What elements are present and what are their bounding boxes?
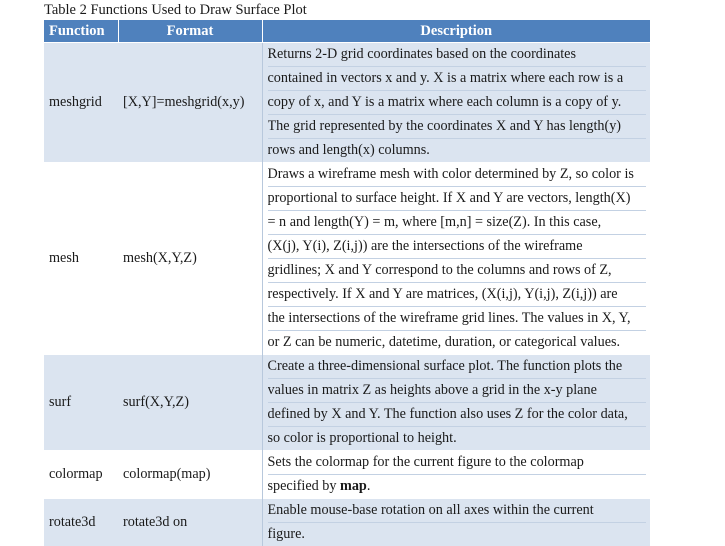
description-line: The grid represented by the coordinates X and Y has length(y) bbox=[268, 115, 647, 139]
table-row bbox=[44, 163, 650, 355]
description-line: so color is proportional to height. bbox=[268, 427, 647, 450]
table-row bbox=[44, 43, 650, 163]
description-line: contained in vectors x and y. X is a matrix where each row is a bbox=[268, 67, 647, 91]
function-cell: meshgrid bbox=[44, 43, 118, 163]
description-line: Sets the colormap for the current figure to the colormap bbox=[268, 451, 647, 475]
description-line: Returns 2-D grid coordinates based on the coordinates bbox=[268, 43, 647, 67]
table-row bbox=[44, 355, 650, 451]
description-line: gridlines; X and Y correspond to the columns and rows of Z, bbox=[268, 259, 647, 283]
functions-table bbox=[44, 20, 650, 546]
format-cell: [X,Y]=meshgrid(x,y) bbox=[118, 43, 262, 163]
format-cell: colormap(map) bbox=[118, 451, 262, 499]
description-cell bbox=[262, 163, 650, 355]
description-cell bbox=[262, 499, 650, 546]
header-row bbox=[44, 20, 650, 43]
header-format: Format bbox=[118, 20, 262, 43]
description-line: Draws a wireframe mesh with color determined by Z, so color is bbox=[268, 163, 647, 187]
description-text: . bbox=[367, 478, 371, 494]
format-cell: surf(X,Y,Z) bbox=[118, 355, 262, 451]
table-row bbox=[44, 451, 650, 499]
description-line bbox=[268, 475, 647, 498]
description-line: copy of x, and Y is a matrix where each column is a copy of y. bbox=[268, 91, 647, 115]
description-line: respectively. If X and Y are matrices, (X(i,j), Y(i,j), Z(i,j)) are bbox=[268, 283, 647, 307]
description-line: Enable mouse-base rotation on all axes within the current bbox=[268, 499, 647, 523]
description-line: figure. bbox=[268, 523, 647, 546]
description-text: specified by bbox=[268, 478, 341, 494]
table-row bbox=[44, 499, 650, 546]
header-description: Description bbox=[262, 20, 650, 43]
description-line: or Z can be numeric, datetime, duration, or categorical values. bbox=[268, 331, 647, 354]
description-line: (X(j), Y(i), Z(i,j)) are the intersections of the wireframe bbox=[268, 235, 647, 259]
description-line: the intersections of the wireframe grid lines. The values in X, Y, bbox=[268, 307, 647, 331]
format-cell: rotate3d on bbox=[118, 499, 262, 546]
function-cell: mesh bbox=[44, 163, 118, 355]
description-line: Create a three-dimensional surface plot. The function plots the bbox=[268, 355, 647, 379]
table-caption: Table 2 Functions Used to Draw Surface Plot bbox=[44, 1, 307, 19]
map-keyword: map bbox=[340, 478, 367, 494]
function-cell: surf bbox=[44, 355, 118, 451]
description-line: proportional to surface height. If X and Y are vectors, length(X) bbox=[268, 187, 647, 211]
function-cell: colormap bbox=[44, 451, 118, 499]
description-line: values in matrix Z as heights above a grid in the x-y plane bbox=[268, 379, 647, 403]
description-cell bbox=[262, 355, 650, 451]
description-line: defined by X and Y. The function also uses Z for the color data, bbox=[268, 403, 647, 427]
function-cell: rotate3d bbox=[44, 499, 118, 546]
description-line: rows and length(x) columns. bbox=[268, 139, 647, 162]
description-cell bbox=[262, 451, 650, 499]
header-function: Function bbox=[44, 20, 118, 43]
description-line: = n and length(Y) = m, where [m,n] = size(Z). In this case, bbox=[268, 211, 647, 235]
format-cell: mesh(X,Y,Z) bbox=[118, 163, 262, 355]
description-cell bbox=[262, 43, 650, 163]
